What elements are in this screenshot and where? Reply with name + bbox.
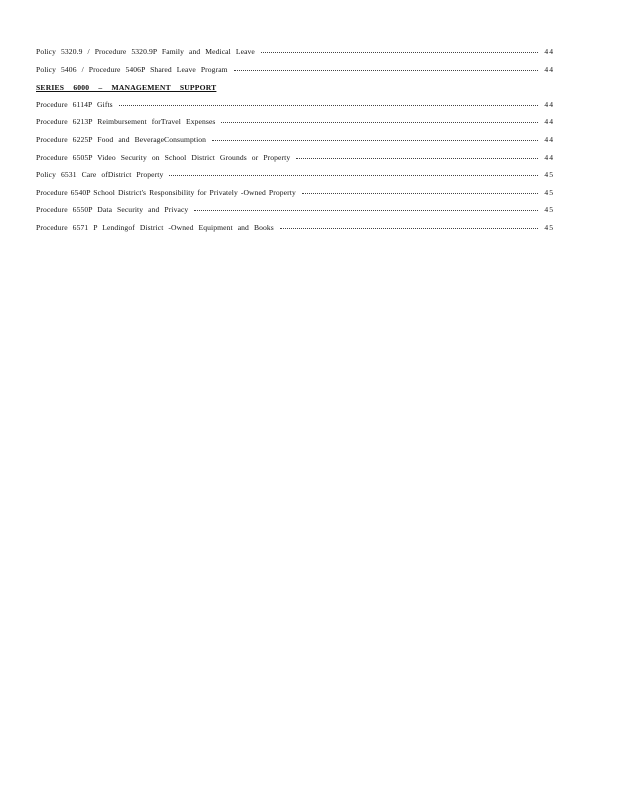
toc-entry-procedure-6225p[interactable]: [36, 136, 554, 154]
series-heading-row: [36, 83, 554, 101]
series-heading: SERIES 6000 – MANAGEMENT SUPPORT: [36, 83, 217, 93]
toc-entry-procedure-6505p[interactable]: [36, 154, 554, 172]
toc-page-number: 44: [544, 117, 554, 127]
toc-entry-label: Procedure 6550P Data Security and Privacy: [36, 205, 189, 215]
toc-page-number: 44: [544, 134, 554, 144]
toc-entry-procedure-6114p[interactable]: [36, 101, 554, 119]
dot-leader: [221, 122, 538, 123]
toc-page-number: 44: [544, 47, 554, 56]
toc-page-number: 45: [544, 170, 554, 180]
dot-leader: [261, 52, 538, 53]
dot-leader: [296, 158, 538, 159]
dot-leader: [169, 175, 538, 176]
toc-page-number: 44: [544, 64, 554, 74]
dot-leader: [234, 70, 538, 71]
toc-entry-label: Policy 5406 / Procedure 5406P Shared Leave Program: [36, 64, 228, 74]
toc-page-number: 45: [544, 222, 554, 232]
toc-entry-label: Procedure 6571 P Lendingof District -Owned Equipment and Books: [36, 222, 274, 232]
toc-entry-label: Procedure 6213P Reimbursement forTravel Expenses: [36, 117, 216, 127]
toc-entry-procedure-6213p[interactable]: [36, 118, 554, 136]
toc-entry-procedure-6550p[interactable]: [36, 206, 554, 224]
toc-entry-label: Procedure 6540P School District's Responsibility for Privately -Owned Property: [36, 187, 296, 197]
toc-entry-label: Procedure 6114P Gifts: [36, 99, 113, 109]
dot-leader: [119, 105, 538, 106]
toc-entry-policy-5406[interactable]: [36, 66, 554, 84]
toc-entry-policy-6531[interactable]: [36, 171, 554, 189]
toc-entry-procedure-6571p[interactable]: [36, 224, 554, 242]
toc-entry-policy-5320[interactable]: [36, 48, 554, 66]
table-of-contents: [36, 48, 554, 242]
toc-page-number: 44: [544, 99, 554, 109]
toc-page-number: 44: [544, 152, 554, 162]
dot-leader: [194, 210, 538, 211]
toc-entry-label: Policy 6531 Care ofDistrict Property: [36, 170, 164, 180]
dot-leader: [212, 140, 538, 141]
toc-entry-label: Procedure 6225P Food and BeverageConsumption: [36, 134, 207, 144]
toc-page-number: 45: [544, 205, 554, 215]
toc-page-number: 45: [544, 187, 554, 197]
toc-entry-procedure-6540p[interactable]: [36, 189, 554, 207]
dot-leader: [302, 193, 538, 194]
toc-entry-label: Policy 5320.9 / Procedure 5320.9P Family and Medical Leave: [36, 47, 255, 56]
toc-entry-label: Procedure 6505P Video Security on School District Grounds or Property: [36, 152, 291, 162]
dot-leader: [280, 228, 538, 229]
